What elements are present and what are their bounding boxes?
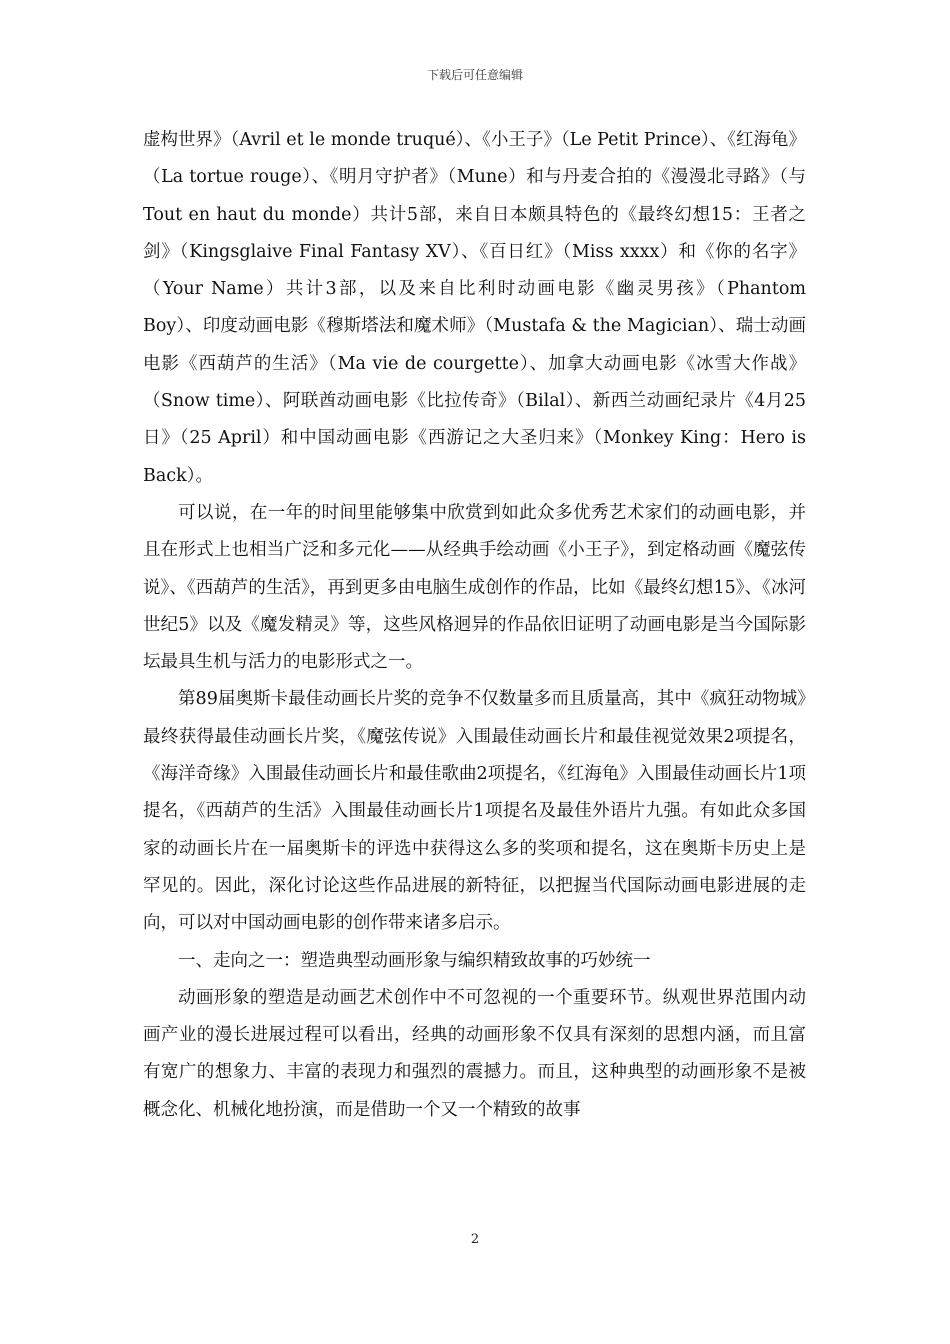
document-body xyxy=(143,122,806,1129)
paragraph: 第89届奥斯卡最佳动画长片奖的竞争不仅数量多而且质量高，其中《疯狂动物城》最终获得最佳动画长片奖，《魔弦传说》入围最佳动画长片和最佳视觉效果2项提名，《海洋奇缘》入围最佳动画长片和最佳歌曲2项提名，《红海龟》入围最佳动画长片1项提名，《西葫芦的生活》入围最佳动画长片1项提名及最佳外语片九强。有如此众多国家的动画长片在一届奥斯卡的评选中获得这么多的奖项和提名，这在奥斯卡历史上是罕见的。因此，深化讨论这些作品进展的新特征，以把握当代国际动画电影进展的走向，可以对中国动画电影的创作带来诸多启示。 xyxy=(143,689,806,934)
page-header: 下载后可任意编辑 xyxy=(426,68,523,82)
section-heading: 一、走向之一：塑造典型动画形象与编织精致故事的巧妙统一 xyxy=(178,950,651,971)
paragraph: 可以说，在一年的时间里能够集中欣赏到如此众多优秀艺术家们的动画电影，并且在形式上也相当广泛和多元化——从经典手绘动画《小王子》，到定格动画《魔弦传说》、《西葫芦的生活》，再到更多由电脑生成创作的作品，比如《最终幻想15》、《冰河世纪5》以及《魔发精灵》等，这些风格迥异的作品依旧证明了动画电影是当今国际影坛最具生机与活力的电影形式之一。 xyxy=(143,502,806,673)
paragraph-continued: 虚构世界》（Avril et le monde truqué）、《小王子》（Le Petit Prince）、《红海龟》（La tortue rouge）、《明月守护者》（Mune）和与丹麦合拍的《漫漫北寻路》（与Tout en haut du monde）共计5部，来自日本颇具特色的《最终幻想15：王者之剑》（Kingsglaive Final Fantasy XV）、《百日红》（Miss xxxx）和《你的名字》（Your Name）共计3部，以及来自比利时动画电影《幽灵男孩》（Phantom Boy）、印度动画电影《穆斯塔法和魔术师》（Mustafa & the Magician）、瑞士动画电影《西葫芦的生活》（Ma vie de courgette）、加拿大动画电影《冰雪大作战》（Snow time）、阿联酋动画电影《比拉传奇》（Bilal）、新西兰动画纪录片《4月25日》（25 April）和中国动画电影《西游记之大圣归来》（Monkey King：Hero is Back）。 xyxy=(143,130,806,486)
page-number: 2 xyxy=(470,1232,480,1247)
paragraph: 动画形象的塑造是动画艺术创作中不可忽视的一个重要环节。纵观世界范围内动画产业的漫长进展过程可以看出，经典的动画形象不仅具有深刻的思想内涵，而且富有宽广的想象力、丰富的表现力和强烈的震撼力。而且，这种典型的动画形象不是被概念化、机械化地扮演，而是借助一个又一个精致的故事 xyxy=(143,987,806,1120)
